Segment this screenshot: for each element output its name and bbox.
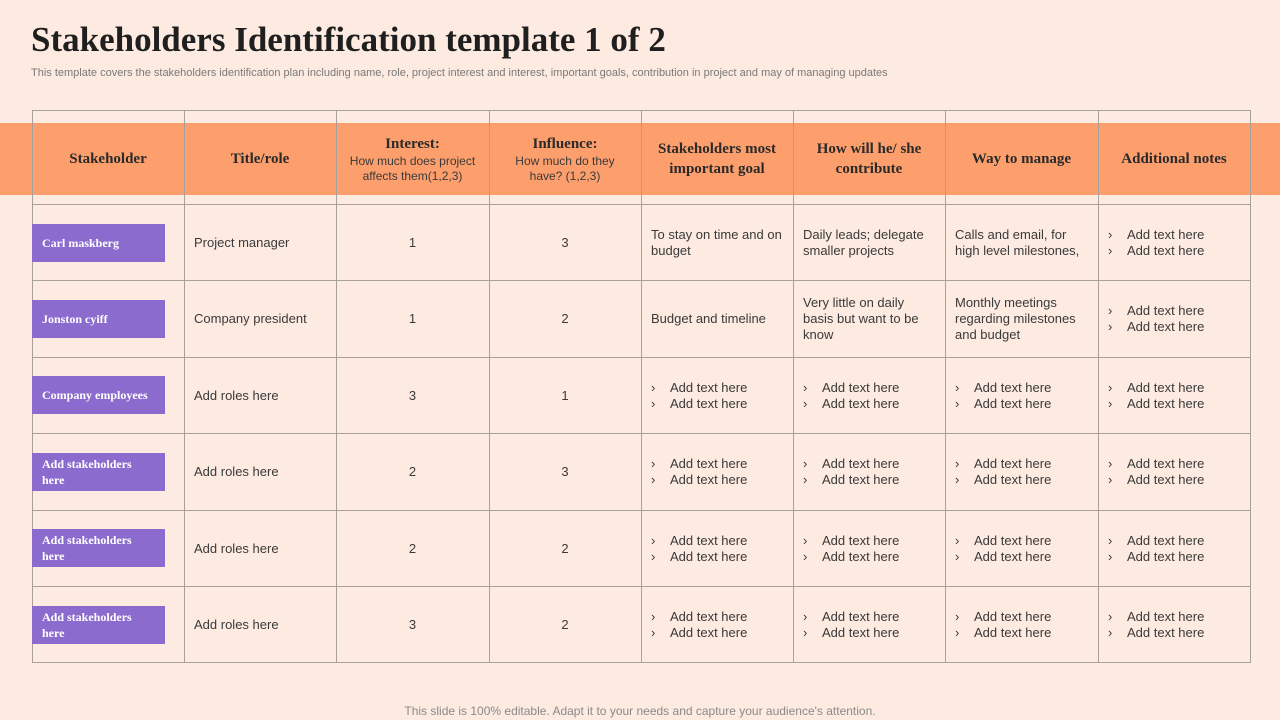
list-item bbox=[651, 456, 747, 472]
bullet-text: Add text here bbox=[822, 548, 900, 564]
list-item bbox=[1108, 472, 1204, 488]
notes-cell bbox=[1098, 510, 1250, 587]
influence-cell: 3 bbox=[561, 464, 569, 479]
interest-cell: 3 bbox=[408, 617, 417, 632]
interest-cell: 2 bbox=[408, 464, 417, 479]
chevron-right-icon: › bbox=[1108, 303, 1113, 318]
chevron-right-icon: › bbox=[955, 395, 960, 411]
list-item bbox=[803, 533, 899, 549]
notes-cell bbox=[1098, 587, 1250, 663]
goal-cell: Budget and timeline bbox=[651, 311, 766, 326]
header-stakeholder-label: Stakeholder bbox=[69, 151, 147, 167]
header-interest-label: Interest: bbox=[385, 136, 440, 152]
interest-cell: 3 bbox=[408, 387, 417, 403]
bullet-text: Add text here bbox=[822, 472, 900, 487]
contribute-cell: Daily leads; delegate smaller projects bbox=[803, 227, 924, 258]
stakeholder-name-badge: Add stakeholders here bbox=[32, 453, 165, 491]
stakeholder-name-badge: Add stakeholders here bbox=[32, 529, 165, 567]
chevron-right-icon: › bbox=[1108, 456, 1113, 471]
bullet-text: Add text here bbox=[670, 548, 748, 564]
list-item bbox=[1108, 625, 1204, 641]
influence-cell: 1 bbox=[561, 387, 569, 403]
chevron-right-icon: › bbox=[1108, 319, 1113, 334]
manage-cell bbox=[945, 510, 1098, 587]
list-item bbox=[651, 609, 747, 625]
chevron-right-icon: › bbox=[651, 456, 656, 471]
role-cell: Project manager bbox=[194, 235, 290, 250]
chevron-right-icon: › bbox=[651, 609, 656, 624]
list-item bbox=[651, 549, 747, 565]
list-item bbox=[803, 380, 899, 396]
bullet-text: Add text here bbox=[822, 456, 900, 471]
bullet-text: Add text here bbox=[1127, 472, 1205, 487]
grid-line bbox=[1250, 110, 1251, 663]
contribute-list bbox=[803, 380, 899, 412]
list-item bbox=[651, 625, 747, 641]
header-notes bbox=[1098, 123, 1250, 195]
bullet-text: Add text here bbox=[822, 532, 900, 548]
goal-list bbox=[651, 533, 747, 565]
manage-list bbox=[955, 609, 1051, 641]
header-stakeholder bbox=[32, 123, 184, 195]
bullet-text: Add text here bbox=[974, 379, 1052, 395]
influence-cell: 3 bbox=[561, 235, 569, 250]
manage-cell: Monthly meetings regarding milestones and budget bbox=[955, 295, 1076, 342]
list-item bbox=[1108, 380, 1204, 396]
chevron-right-icon: › bbox=[1108, 472, 1113, 487]
bullet-text: Add text here bbox=[822, 379, 900, 395]
bullet-text: Add text here bbox=[974, 472, 1052, 487]
list-item bbox=[955, 380, 1051, 396]
list-item bbox=[651, 396, 747, 412]
chevron-right-icon: › bbox=[803, 548, 808, 564]
bullet-text: Add text here bbox=[974, 548, 1052, 564]
chevron-right-icon: › bbox=[803, 625, 808, 640]
interest-cell: 1 bbox=[408, 311, 417, 326]
list-item bbox=[1108, 227, 1204, 243]
list-item bbox=[1108, 319, 1204, 335]
header-title-role-label: Title/role bbox=[230, 151, 290, 167]
list-item bbox=[803, 472, 899, 488]
manage-cell: Calls and email, for high level milestones, bbox=[955, 227, 1080, 258]
list-item bbox=[955, 456, 1051, 472]
bullet-text: Add text here bbox=[974, 395, 1052, 411]
bullet-text: Add text here bbox=[822, 395, 900, 411]
chevron-right-icon: › bbox=[651, 625, 656, 640]
contribute-cell bbox=[793, 587, 945, 663]
notes-list bbox=[1108, 380, 1204, 412]
notes-cell bbox=[1098, 357, 1250, 434]
footer-note: This slide is 100% editable. Adapt it to your needs and capture your audience's attention. bbox=[404, 704, 876, 718]
notes-list bbox=[1108, 609, 1204, 641]
manage-list bbox=[955, 380, 1051, 412]
list-item bbox=[1108, 609, 1204, 625]
chevron-right-icon: › bbox=[1108, 395, 1113, 411]
chevron-right-icon: › bbox=[1108, 243, 1113, 258]
manage-list bbox=[955, 533, 1051, 565]
chevron-right-icon: › bbox=[1108, 609, 1113, 624]
notes-list bbox=[1108, 533, 1204, 565]
contribute-list bbox=[803, 533, 899, 565]
chevron-right-icon: › bbox=[955, 472, 960, 487]
chevron-right-icon: › bbox=[803, 456, 808, 471]
list-item bbox=[651, 472, 747, 488]
bullet-text: Add text here bbox=[1127, 303, 1205, 318]
header-manage-label: Way to manage bbox=[971, 151, 1072, 167]
chevron-right-icon: › bbox=[651, 379, 656, 395]
influence-cell: 2 bbox=[561, 617, 569, 632]
chevron-right-icon: › bbox=[1108, 379, 1113, 395]
chevron-right-icon: › bbox=[955, 548, 960, 564]
stakeholder-name-badge: Company employees bbox=[32, 376, 165, 414]
role-cell: Add roles here bbox=[194, 387, 279, 403]
bullet-text: Add text here bbox=[670, 609, 748, 624]
goal-list bbox=[651, 456, 747, 488]
stakeholder-name-badge: Add stakeholders here bbox=[32, 606, 165, 644]
chevron-right-icon: › bbox=[651, 472, 656, 487]
bullet-text: Add text here bbox=[670, 456, 748, 471]
list-item bbox=[955, 472, 1051, 488]
header-goal-label: Stakeholders most important goal bbox=[658, 141, 776, 177]
list-item bbox=[803, 456, 899, 472]
bullet-text: Add text here bbox=[670, 472, 748, 487]
header-influence bbox=[489, 123, 641, 195]
chevron-right-icon: › bbox=[803, 395, 808, 411]
bullet-text: Add text here bbox=[1127, 319, 1205, 334]
role-cell: Add roles here bbox=[194, 540, 279, 556]
list-item bbox=[955, 625, 1051, 641]
chevron-right-icon: › bbox=[803, 379, 808, 395]
bullet-text: Add text here bbox=[1127, 548, 1205, 564]
bullet-text: Add text here bbox=[974, 625, 1052, 640]
role-cell: Add roles here bbox=[194, 617, 279, 632]
header-title-role bbox=[184, 123, 336, 195]
chevron-right-icon: › bbox=[1108, 548, 1113, 564]
manage-list bbox=[955, 456, 1051, 488]
list-item bbox=[803, 549, 899, 565]
page-subtitle: This template covers the stakeholders identification plan including name, role, project interest and interest, important goals, contribution in project and may of managing updates bbox=[31, 67, 888, 79]
manage-cell bbox=[945, 587, 1098, 663]
manage-cell bbox=[945, 357, 1098, 434]
bullet-text: Add text here bbox=[670, 379, 748, 395]
contribute-cell bbox=[793, 357, 945, 434]
chevron-right-icon: › bbox=[651, 532, 656, 548]
bullet-text: Add text here bbox=[822, 625, 900, 640]
notes-list bbox=[1108, 227, 1204, 259]
goal-cell bbox=[641, 434, 793, 510]
grid-line bbox=[32, 110, 1251, 111]
goal-cell bbox=[641, 510, 793, 587]
chevron-right-icon: › bbox=[1108, 625, 1113, 640]
bullet-text: Add text here bbox=[974, 609, 1052, 624]
notes-list bbox=[1108, 303, 1204, 335]
list-item bbox=[1108, 549, 1204, 565]
goal-list bbox=[651, 380, 747, 412]
contribute-cell: Very little on daily basis but want to be know bbox=[803, 295, 919, 342]
chevron-right-icon: › bbox=[803, 532, 808, 548]
chevron-right-icon: › bbox=[1108, 227, 1113, 242]
chevron-right-icon: › bbox=[955, 532, 960, 548]
chevron-right-icon: › bbox=[955, 379, 960, 395]
bullet-text: Add text here bbox=[1127, 532, 1205, 548]
header-interest-sub: How much does project affects them(1,2,3) bbox=[349, 154, 476, 183]
list-item bbox=[651, 533, 747, 549]
bullet-text: Add text here bbox=[670, 625, 748, 640]
list-item bbox=[955, 549, 1051, 565]
goal-cell bbox=[641, 357, 793, 434]
notes-cell bbox=[1098, 205, 1250, 281]
interest-cell: 2 bbox=[408, 540, 417, 556]
list-item bbox=[1108, 396, 1204, 412]
chevron-right-icon: › bbox=[803, 472, 808, 487]
goal-list bbox=[651, 609, 747, 641]
chevron-right-icon: › bbox=[651, 395, 656, 411]
page-title: Stakeholders Identification template 1 of 2 bbox=[31, 20, 666, 59]
chevron-right-icon: › bbox=[955, 456, 960, 471]
contribute-list bbox=[803, 456, 899, 488]
bullet-text: Add text here bbox=[670, 532, 748, 548]
list-item bbox=[955, 609, 1051, 625]
stakeholder-name-badge: Carl maskberg bbox=[32, 224, 165, 262]
influence-cell: 2 bbox=[561, 311, 569, 326]
header-interest bbox=[336, 123, 489, 195]
header-goal bbox=[641, 123, 793, 195]
bullet-text: Add text here bbox=[974, 532, 1052, 548]
list-item bbox=[1108, 243, 1204, 259]
bullet-text: Add text here bbox=[974, 456, 1052, 471]
notes-list bbox=[1108, 456, 1204, 488]
bullet-text: Add text here bbox=[1127, 609, 1205, 624]
contribute-cell bbox=[793, 510, 945, 587]
list-item bbox=[955, 533, 1051, 549]
bullet-text: Add text here bbox=[1127, 379, 1205, 395]
list-item bbox=[1108, 303, 1204, 319]
header-influence-label: Influence: bbox=[532, 136, 598, 152]
list-item bbox=[803, 625, 899, 641]
bullet-text: Add text here bbox=[670, 395, 748, 411]
influence-cell: 2 bbox=[561, 540, 569, 556]
role-cell: Add roles here bbox=[194, 464, 279, 479]
bullet-text: Add text here bbox=[1127, 227, 1205, 242]
chevron-right-icon: › bbox=[955, 625, 960, 640]
bullet-text: Add text here bbox=[822, 609, 900, 624]
chevron-right-icon: › bbox=[803, 609, 808, 624]
bullet-text: Add text here bbox=[1127, 456, 1205, 471]
list-item bbox=[1108, 456, 1204, 472]
list-item bbox=[803, 609, 899, 625]
list-item bbox=[651, 380, 747, 396]
list-item bbox=[955, 396, 1051, 412]
contribute-list bbox=[803, 609, 899, 641]
bullet-text: Add text here bbox=[1127, 243, 1205, 258]
header-notes-label: Additional notes bbox=[1121, 151, 1227, 167]
bullet-text: Add text here bbox=[1127, 625, 1205, 640]
chevron-right-icon: › bbox=[1108, 532, 1113, 548]
contribute-cell bbox=[793, 434, 945, 510]
notes-cell bbox=[1098, 434, 1250, 510]
manage-cell bbox=[945, 434, 1098, 510]
goal-cell bbox=[641, 587, 793, 663]
list-item bbox=[1108, 533, 1204, 549]
header-contribute bbox=[793, 123, 945, 195]
notes-cell bbox=[1098, 281, 1250, 357]
list-item bbox=[803, 396, 899, 412]
bullet-text: Add text here bbox=[1127, 395, 1205, 411]
header-manage bbox=[945, 123, 1098, 195]
header-contribute-label: How will he/ she contribute bbox=[816, 141, 922, 177]
role-cell: Company president bbox=[194, 311, 307, 326]
interest-cell: 1 bbox=[408, 235, 417, 250]
header-influence-sub: How much do they have? (1,2,3) bbox=[515, 154, 615, 183]
chevron-right-icon: › bbox=[651, 548, 656, 564]
goal-cell: To stay on time and on budget bbox=[651, 227, 782, 258]
chevron-right-icon: › bbox=[955, 609, 960, 624]
stakeholder-name-badge: Jonston cyiff bbox=[32, 300, 165, 338]
